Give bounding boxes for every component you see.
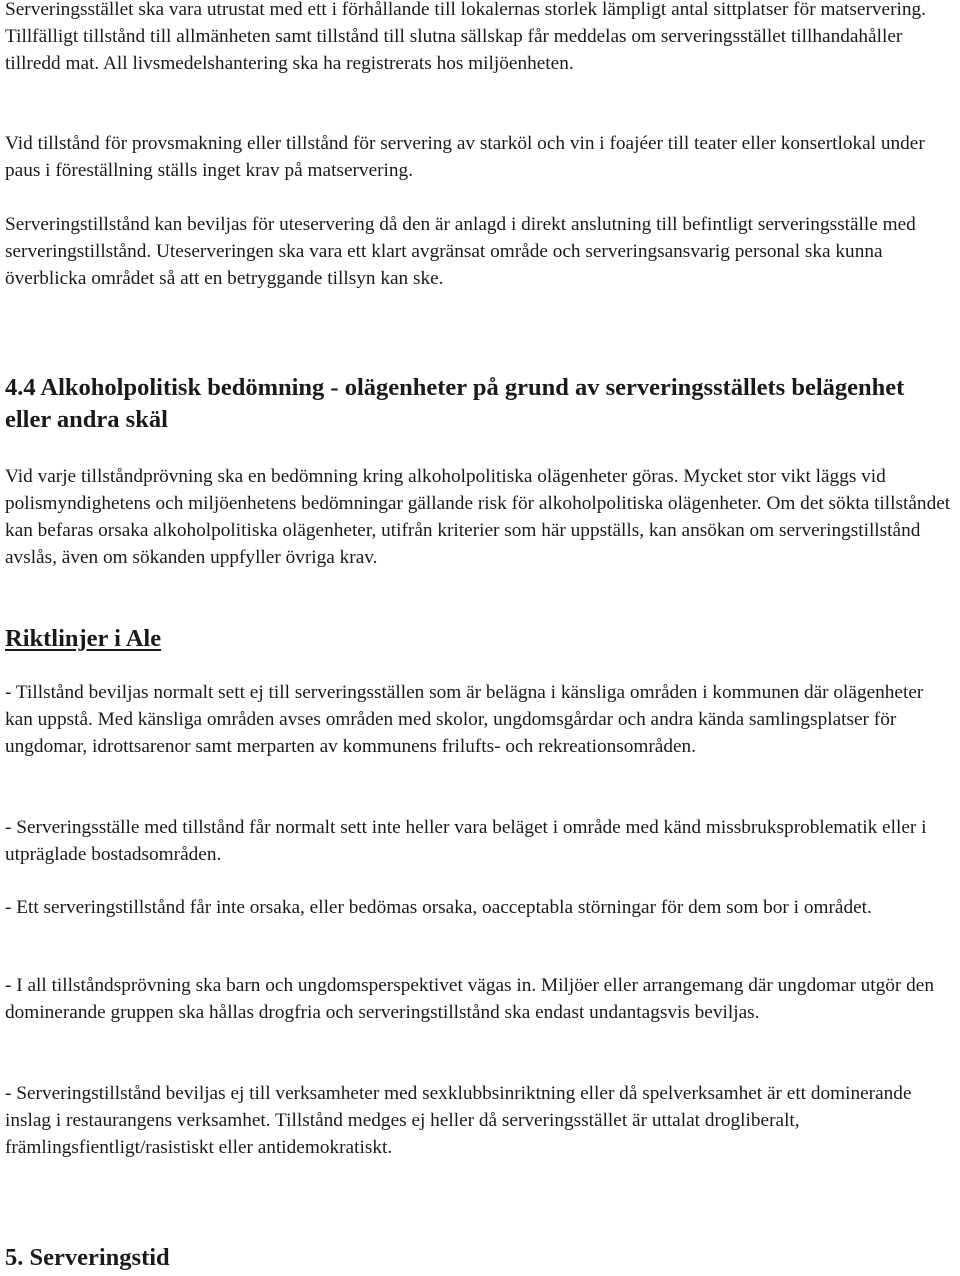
guideline-disturbances: - Ett serveringstillstånd får inte orsaka, eller bedömas orsaka, oacceptabla störningar för dem som bor i området. bbox=[5, 897, 872, 918]
guideline-abuse-areas: - Serveringsställe med tillstånd får normalt sett inte heller vara beläget i område med känd missbruksproblematik eller i utpräglade bostadsområden. bbox=[5, 817, 927, 865]
section-heading-4-4: 4.4 Alkoholpolitisk bedömning - olägenheter på grund av serveringsställets belägenhet eller andra skäl bbox=[5, 374, 905, 433]
section-heading-5: 5. Serveringstid bbox=[5, 1244, 170, 1271]
guideline-youth-perspective: - I all tillståndsprövning ska barn och ungdomsperspektivet vägas in. Miljöer eller arrangemang där ungdomar utgör den dominerande gruppen ska hållas drogfria och serveringstillstånd ska endast undantagsvis beviljas. bbox=[5, 975, 935, 1023]
paragraph-tasting-permit: Vid tillstånd för provsmakning eller tillstånd för servering av starköl och vin i foajéer till teater eller konsertlokal under paus i föreställning ställs inget krav på matservering. bbox=[5, 133, 925, 181]
paragraph-outdoor-serving: Serveringstillstånd kan beviljas för uteservering då den är anlagd i direkt anslutning till befintligt serveringsställe med serveringstillstånd. Uteserveringen ska vara ett klart avgränsat område och serveringsansvarig personal ska kunna överblicka området så att en betryggande tillsyn kan ske. bbox=[5, 214, 916, 289]
guideline-sensitive-areas: - Tillstånd beviljas normalt sett ej till serveringsställen som är belägna i känsliga områden i kommunen där olägenheter kan uppstå. Med känsliga områden avses områden med skolor, ungdomsgårdar och andra kända samlingsplatser för ungdomar, idrottsarenor samt merparten av kommunens frilufts- och rekreationsområden. bbox=[5, 682, 924, 757]
paragraph-seating-requirements: Serveringsstället ska vara utrustat med ett i förhållande till lokalernas storlek lämpligt antal sittplatser för matservering. Tillfälligt tillstånd till allmänheten samt tillstånd till slutna sällskap får meddelas om serveringsstället tillhandahåller tillredd mat. All livsmedelshantering ska ha registrerats hos miljöenheten. bbox=[5, 0, 926, 74]
heading-riktlinjer: Riktlinjer i Ale bbox=[5, 625, 162, 652]
paragraph-assessment: Vid varje tillståndprövning ska en bedömning kring alkoholpolitiska olägenheter göras. Mycket stor vikt läggs vid polismyndighetens och miljöenhetens bedömningar gällande risk för alkoholpolitiska olägenheter. Om det sökta tillståndet kan befaras orsaka alkoholpolitiska olägenheter, utifrån kriterier som här uppställs, kan ansökan om serveringstillstånd avslås, även om sökanden uppfyller övriga krav. bbox=[5, 466, 951, 568]
guideline-excluded-businesses: - Serveringstillstånd beviljas ej till verksamheter med sexklubbsinriktning eller då spelverksamhet är ett dominerande inslag i restaurangens verksamhet. Tillstånd medges ej heller då serveringsstället är uttalat drogliberalt, främlingsfientligt/rasistiskt eller antidemokratiskt. bbox=[5, 1083, 912, 1158]
